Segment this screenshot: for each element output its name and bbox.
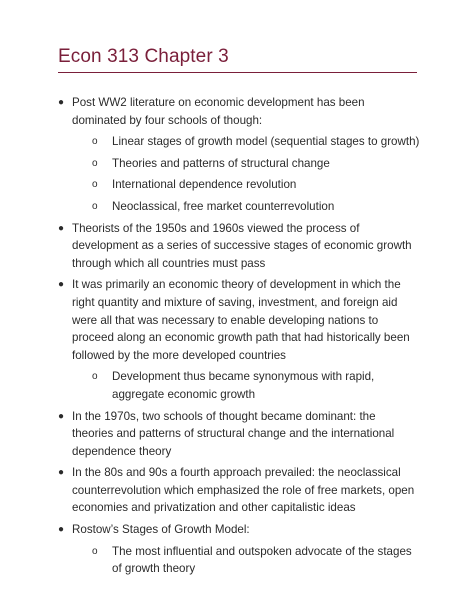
bullet-text: In the 80s and 90s a fourth approach prevailed: the neoclassical counterrevolution which emphasized the role of free markets, open economies and privatization and other capitalistic ideas (72, 466, 415, 515)
sub-bullet-text: International dependence revolution (112, 178, 297, 192)
sub-bullet-text: Neoclassical, free market counterrevolution (112, 199, 335, 213)
title-divider (58, 72, 417, 73)
bullet-item (58, 464, 420, 517)
bullet-dot-icon: ● (58, 279, 65, 291)
sub-bullet-circle-icon: o (92, 136, 98, 148)
bullet-dot-icon: ● (58, 97, 65, 108)
sub-bullet-item (58, 133, 420, 151)
document-title: Econ 313 Chapter 3 (58, 46, 229, 67)
bullet-text: It was primarily an economic theory of development in which the right quantity and mixture of saving, investment, and foreign aid were all that was necessary to enable developing nations to proceed along an economic growth path that had historically been followed by the more developed countries (72, 278, 410, 362)
sub-bullet-text: Development thus became synonymous with rapid, aggregate economic growth (112, 370, 375, 401)
bullet-text: Post WW2 literature on economic development has been dominated by four schools of though: (72, 96, 365, 127)
bullet-item (58, 94, 420, 129)
sub-bullet-circle-icon: o (92, 545, 98, 557)
bullet-text: Rostow’s Stages of Growth Model: (72, 523, 250, 537)
bullet-text: Theorists of the 1950s and 1960s viewed the process of development as a series of successive stages of economic growth through which all countries must pass (72, 221, 412, 270)
bullet-dot-icon: ● (58, 524, 65, 536)
sub-bullet-item (58, 198, 420, 216)
sub-bullet-circle-icon: o (92, 157, 98, 169)
document-body (58, 94, 420, 582)
sub-bullet-text: Theories and patterns of structural change (112, 156, 330, 170)
sub-bullet-item (58, 155, 420, 173)
bullet-text: In the 1970s, two schools of thought became dominant: the theories and patterns of structural change and the international dependence theory (72, 409, 395, 458)
bullet-item (58, 276, 420, 364)
sub-bullet-item (58, 368, 420, 403)
bullet-item (58, 521, 420, 539)
bullet-dot-icon: ● (58, 222, 65, 234)
sub-bullet-circle-icon: o (92, 200, 98, 212)
sub-bullet-item (58, 543, 420, 578)
bullet-dot-icon: ● (58, 467, 65, 479)
bullet-item (58, 220, 420, 273)
sub-bullet-circle-icon: o (92, 371, 98, 383)
bullet-item (58, 408, 420, 461)
sub-bullet-text: Linear stages of growth model (sequential stages to growth) (112, 135, 420, 149)
sub-bullet-item (58, 176, 420, 194)
sub-bullet-text: The most influential and outspoken advocate of the stages of growth theory (112, 544, 412, 576)
sub-bullet-circle-icon: o (92, 179, 98, 191)
bullet-dot-icon: ● (58, 410, 65, 422)
